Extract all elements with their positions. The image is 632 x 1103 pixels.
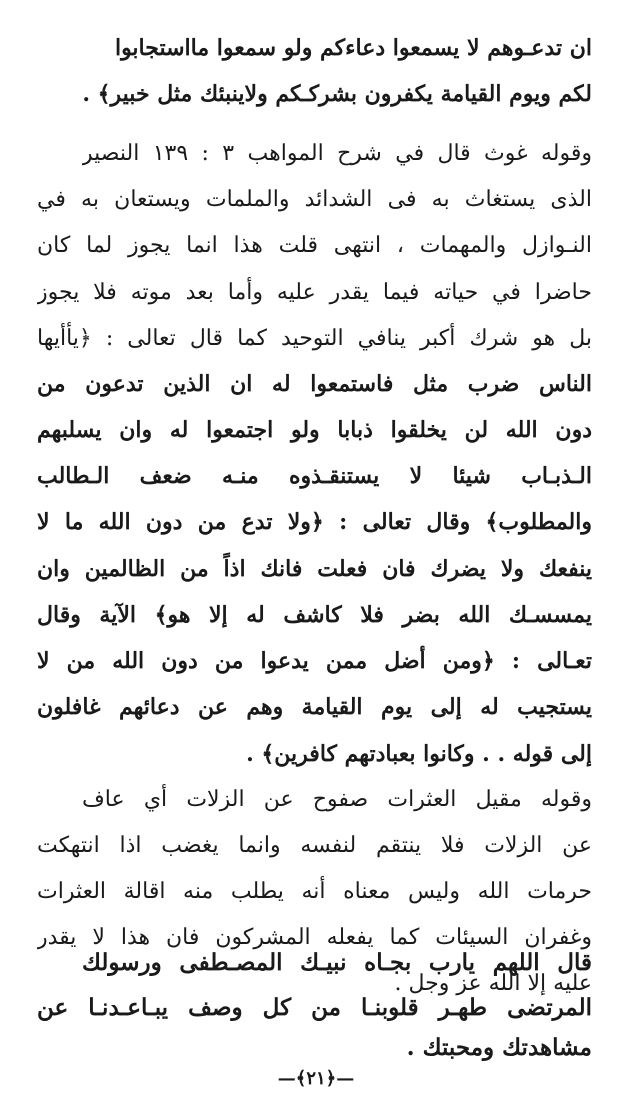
text-line-3: وقوله غوث قال في شرح المواهب ٣ : ١٣٩ النصير (82, 141, 592, 166)
text-line-11: والمطلوب﴾ وقال تعالى : ﴿ولا تدع من دون الله ما لا (37, 509, 592, 535)
text-line-13: يمسسـك الله بضر فلا كاشف له إلا هو﴾ الآية وقال (37, 602, 592, 628)
text-line-24: مشاهدتك ومحبتك . (406, 1034, 592, 1061)
text-line-22: قال اللهم يارب بجـاه نبيـك المصـطفى ورسولك (82, 949, 592, 976)
text-line-19: حرمات الله وليس معناه أنه يطلب منه اقالة العثرات (37, 879, 592, 904)
text-line-10: الـذبـاب شيئا لا يستنقـذوه منـه ضعف الـطالب (37, 463, 592, 489)
text-line-12: ينفعك ولا يضرك فان فعلت فانك اذاً من الظالمين وان (37, 556, 592, 582)
text-line-2: لكم ويوم القيامة يكفرون بشركـكم ولاينبئك مثل خبير﴾ . (82, 81, 592, 107)
text-line-16: إلى قوله . . وكانوا بعبادتهم كافرين﴾ . (246, 741, 592, 767)
text-line-21: عليه إلا الله عز وجل . (394, 971, 592, 996)
text-line-18: عن الزلات فلا ينتقم لنفسه وانما يغضب اذا انتهكت (37, 833, 592, 858)
text-line-23: المرتضى طهـر قلوبنـا من كل وصف يبـاعـدنـا عن (37, 994, 592, 1021)
text-line-17: وقوله مقيل العثرات صفوح عن الزلات أي عاف (82, 787, 592, 812)
text-line-5: النـوازل والمهمات ، انتهى قلت هذا انما يجوز لما كان (37, 233, 592, 258)
text-line-6: حاضرا في حياته فيما يقدر عليه وأما بعد موته فلا يجوز (37, 280, 592, 305)
text-line-20: وغفران السيئات كما يفعله المشركون فان هذا لا يقدر (37, 925, 592, 950)
text-line-9: دون الله لن يخلقوا ذبابا ولو اجتمعوا له وان يسلبهم (37, 417, 592, 443)
text-line-1: ان تدعـوهم لا يسمعوا دعاءكم ولو سمعوا مااستجابوا (114, 35, 592, 61)
text-line-7: بل هو شرك أكبر ينافي التوحيد كما قال تعالى : ﴿يأأيها (37, 326, 592, 351)
page-number: —﴿٢١﴾— (277, 1068, 355, 1089)
text-line-14: تعـالى : ﴿ومن أضل ممن يدعوا من دون الله من لا (37, 648, 592, 674)
text-line-4: الذى يستغاث به فى الشدائد والملمات ويستعان به في (37, 187, 592, 212)
text-line-15: يستجيب له إلى يوم القيامة وهم عن دعائهم غافلون (37, 694, 592, 720)
text-line-8: الناس ضرب مثل فاستمعوا له ان الذين تدعون من (37, 371, 592, 397)
